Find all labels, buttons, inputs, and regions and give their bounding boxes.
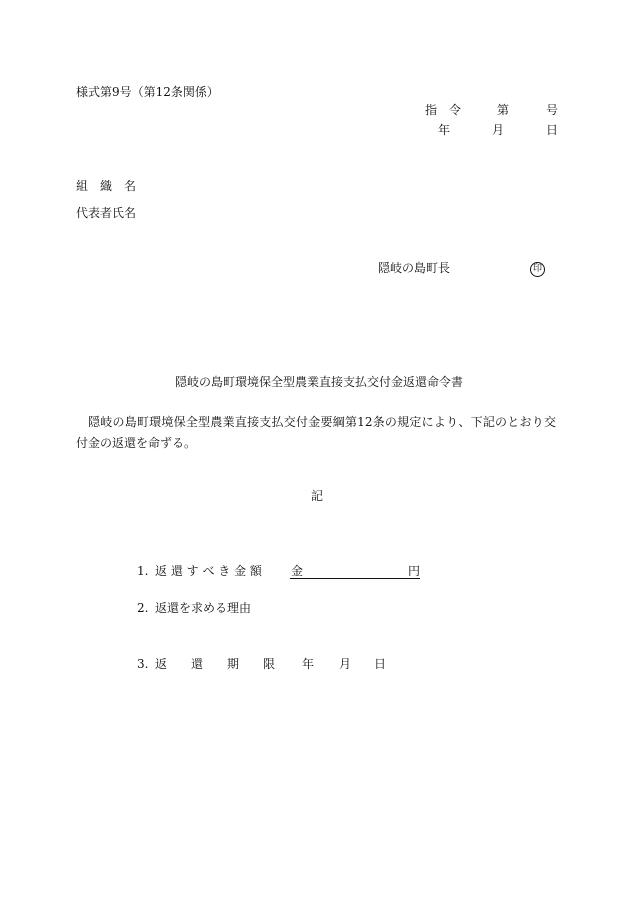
directive-go: 号 [546, 103, 559, 117]
amount-suffix: 円 [408, 564, 421, 578]
ki-heading: 記 [311, 489, 324, 503]
document-title: 隠岐の島町環境保全型農業直接支払交付金返還命令書 [175, 375, 464, 389]
representative-label: 代表者氏名 [76, 206, 137, 220]
seal-icon: 印 [530, 262, 545, 277]
body-text: 隠岐の島町環境保全型農業直接支払交付金要綱第12条の規定により、下記のとおり交付金の返還を命ずる。 [76, 415, 556, 450]
date-year: 年 [438, 123, 451, 137]
item-3-number: 3. [137, 657, 149, 671]
organization-label: 組 織 名 [76, 179, 137, 193]
date-month: 月 [492, 123, 505, 137]
directive-shirei: 指 令 [425, 103, 462, 117]
item-2-label: 返還を求める理由 [155, 601, 252, 615]
item-1-label: 返 還 す べ き 金 額 [155, 564, 262, 578]
date-day: 日 [546, 123, 559, 137]
item-1-number: 1. [137, 564, 149, 578]
item-2-number: 2. [137, 601, 149, 615]
issuer-name: 隠岐の島町長 [378, 261, 451, 275]
amount-field [290, 565, 420, 579]
directive-dai: 第 [497, 103, 510, 117]
item-3-label: 返 還 期 限 [155, 657, 276, 671]
deadline-month: 月 [339, 657, 352, 671]
seal-mark [530, 261, 545, 277]
amount-prefix: 金 [291, 564, 304, 578]
deadline-day: 日 [374, 657, 387, 671]
deadline-year: 年 [302, 657, 315, 671]
form-label: 様式第9号（第12条関係） [76, 85, 219, 99]
